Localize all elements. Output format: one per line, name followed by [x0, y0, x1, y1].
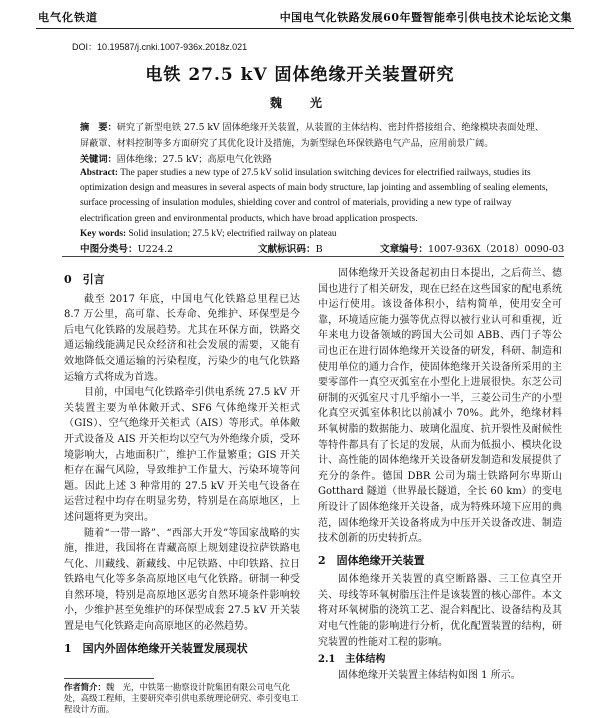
abstract-en [80, 166, 554, 227]
section-1-heading: 1 国内外固体绝缘开关装置发展现状 [64, 641, 248, 655]
clc-value: U224.2 [137, 244, 174, 255]
paragraph: 随着“一带一路”、“西部大开发”等国家战略的实施，推进，我国将在青藏高原上规划建设拉萨铁路电气化、川藏线、新藏线、中尼铁路、中印铁路、拉日铁路电气化等多条高原地区电气化铁路。研制一种受自然环境，特别是高原地区恶劣自然环境条件影响较小，少维护甚至免维护的环保型成套 27.5 kV 开关装置是电气化铁路走向高原地区的必然趋势。 [64, 527, 300, 633]
author-footnote [64, 682, 304, 715]
section-0-heading: 0 引言 [64, 273, 105, 286]
paragraph: 固体绝缘开关装置的真空断路器、三工位真空开关、母线等环氧树脂压注件是该装置的核心部件。本文将对环氧树脂的浇筑工艺、混合料配比、设备结构及其对电气性能的影响进行分析，优化配置装置的结构，研究装置的性能对工程的影响。 [318, 574, 562, 648]
section-2-1-heading: 2.1 主体结构 [318, 654, 386, 666]
doc-value: B [315, 244, 323, 255]
left-column [64, 266, 300, 660]
footnote-text: 魏 光，中铁第一勘察设计院集团有限公司电气化处，高级工程师，主要研究牵引供电系统理论研究、牵引变电工程设计方面。 [64, 682, 299, 714]
clc-number [80, 241, 173, 255]
doi-line: DOI：10.19587/j.cnki.1007-936x.2018z.021 [72, 42, 248, 52]
footnote-rule [64, 678, 154, 679]
article-number [380, 241, 564, 255]
keywords-en-label: Key words: [80, 229, 127, 239]
document-code [258, 241, 323, 255]
right-column [318, 266, 562, 683]
abstract-cn [80, 120, 548, 151]
paragraph: 截至 2017 年底，中国电气化铁路总里程已达 8.7 万公里，高可靠、长寿命、免维护、环保型是今后电气化铁路的发展趋势。尤其在环保方面，铁路交通运输线能满足民众经济和社会发展的需要，又能有效地降低交通运输的污染程度，污染少的电气化铁路运输方式将成为首选。 [64, 293, 300, 383]
art-label: 文章编号： [380, 244, 428, 255]
footnote-label: 作者简介： [64, 682, 106, 692]
paper-title: 电铁 27.5 kV 固体绝缘开关装置研究 [145, 65, 455, 85]
keywords-en [80, 227, 554, 242]
keywords-cn-text: 固体绝缘；27.5 kV；高原电气化铁路 [116, 154, 272, 165]
clc-label: 中图分类号： [80, 244, 138, 255]
art-value: 1007-936X（2018）0090-03 [427, 244, 565, 255]
author-name: 魏 光 [269, 96, 330, 110]
paragraph: 固体绝缘开关设备起初由日本提出，之后荷兰、德国也进行了相关研发，现在已经在这些国家的配电系统中运行使用。该设备体积小，结构简单，使用安全可靠，环境适应能力强等优点得以被行业认可和重视，近年来电力设备领域的跨国大公司如 ABB、西门子等公司也正在进行固体绝缘开关设备的研发，科研、制造和使用单位的通力合作，使固体绝缘开关设备所采用的主要零部件一真空灭弧室在小型化上进展很快。东芝公司研制的灭弧室尺寸几乎缩小一半，三菱公司生产的小型化真空灭弧室体积比以前减小 70%。此外，绝缘材料环氧树脂的数据能力、玻璃化温度、抗开裂性及耐候性等特件都具有了长足的发展，从而为低损小、模块化设计、高性能的固体绝缘开关设备研发制造和发展提供了充分的条件。德国 DBR 公司为瑞士铁路阿尔卑斯山 Gotthard 隧道（世界最长隧道，全长 60 km）的变电所设计了固体绝缘开关设备，成为特殊环境下应用的典范，固体绝缘开关设备将成为中压开关设备改进、制造技术创新的历史转折点。 [318, 268, 562, 545]
abstract-en-text: The paper studies a new type of 27.5 kV solid insulation switching devices for electrified railways, studies its optimization design and measures in several aspects of main body structure, lap jointing and assembling of sealing elements, surface processing of insulation modules, shielding cover and control of materials, providing a new type of railway electrification green and environmental products, which have broad application prospects. [80, 168, 548, 224]
keywords-en-text: Solid insulation; 27.5 kV; electrified railway on plateau [128, 229, 337, 239]
abstract-cn-text: 研究了新型电铁 27.5 kV 固体绝缘开关装置，从装置的主体结构、密封件搭接组合、绝缘模块表面处理、屏蔽罩、材料控制等多方面研究了其优化设计及措施，为新型绿色环保铁路电气产品，应用前景广阔。 [80, 122, 545, 149]
header-rule [36, 28, 574, 29]
section-2-heading: 2 固体绝缘开关装置 [318, 553, 425, 567]
paragraph: 目前，中国电气化铁路牵引供电系统 27.5 kV 开关装置主要为单体敞开式、SF6 气体绝缘开关柜式（GIS）、空气绝缘开关柜式（AIS）等形式。单体敞开式设备及 AIS 开关柜均以空气为外绝缘介质，受环境影响大，占地面积广，维护工作量繁重；GIS 开关柜存在漏气风险，导致维护工作量大、污染环境等问题。因此上述 3 种常用的 27.5 kV 开关电气设备在运营过程中均存在明显劣势，特别是在高原地区，上述问题将更为突出。 [64, 387, 300, 523]
keywords-cn-label: 关键词： [80, 154, 117, 165]
journal-name: 电气化铁道 [38, 11, 98, 24]
paragraph: 固体绝缘开关装置主体结构如图 1 所示。 [338, 669, 521, 681]
running-header [0, 0, 600, 26]
abstract-en-label: Abstract: [80, 168, 119, 178]
section-rule [62, 256, 564, 257]
collection-title: 中国电气化铁路发展60年暨智能牵引供电技术论坛论文集 [279, 11, 572, 24]
doc-label: 文献标识码： [258, 244, 316, 255]
abstract-cn-label: 摘 要： [80, 122, 117, 133]
